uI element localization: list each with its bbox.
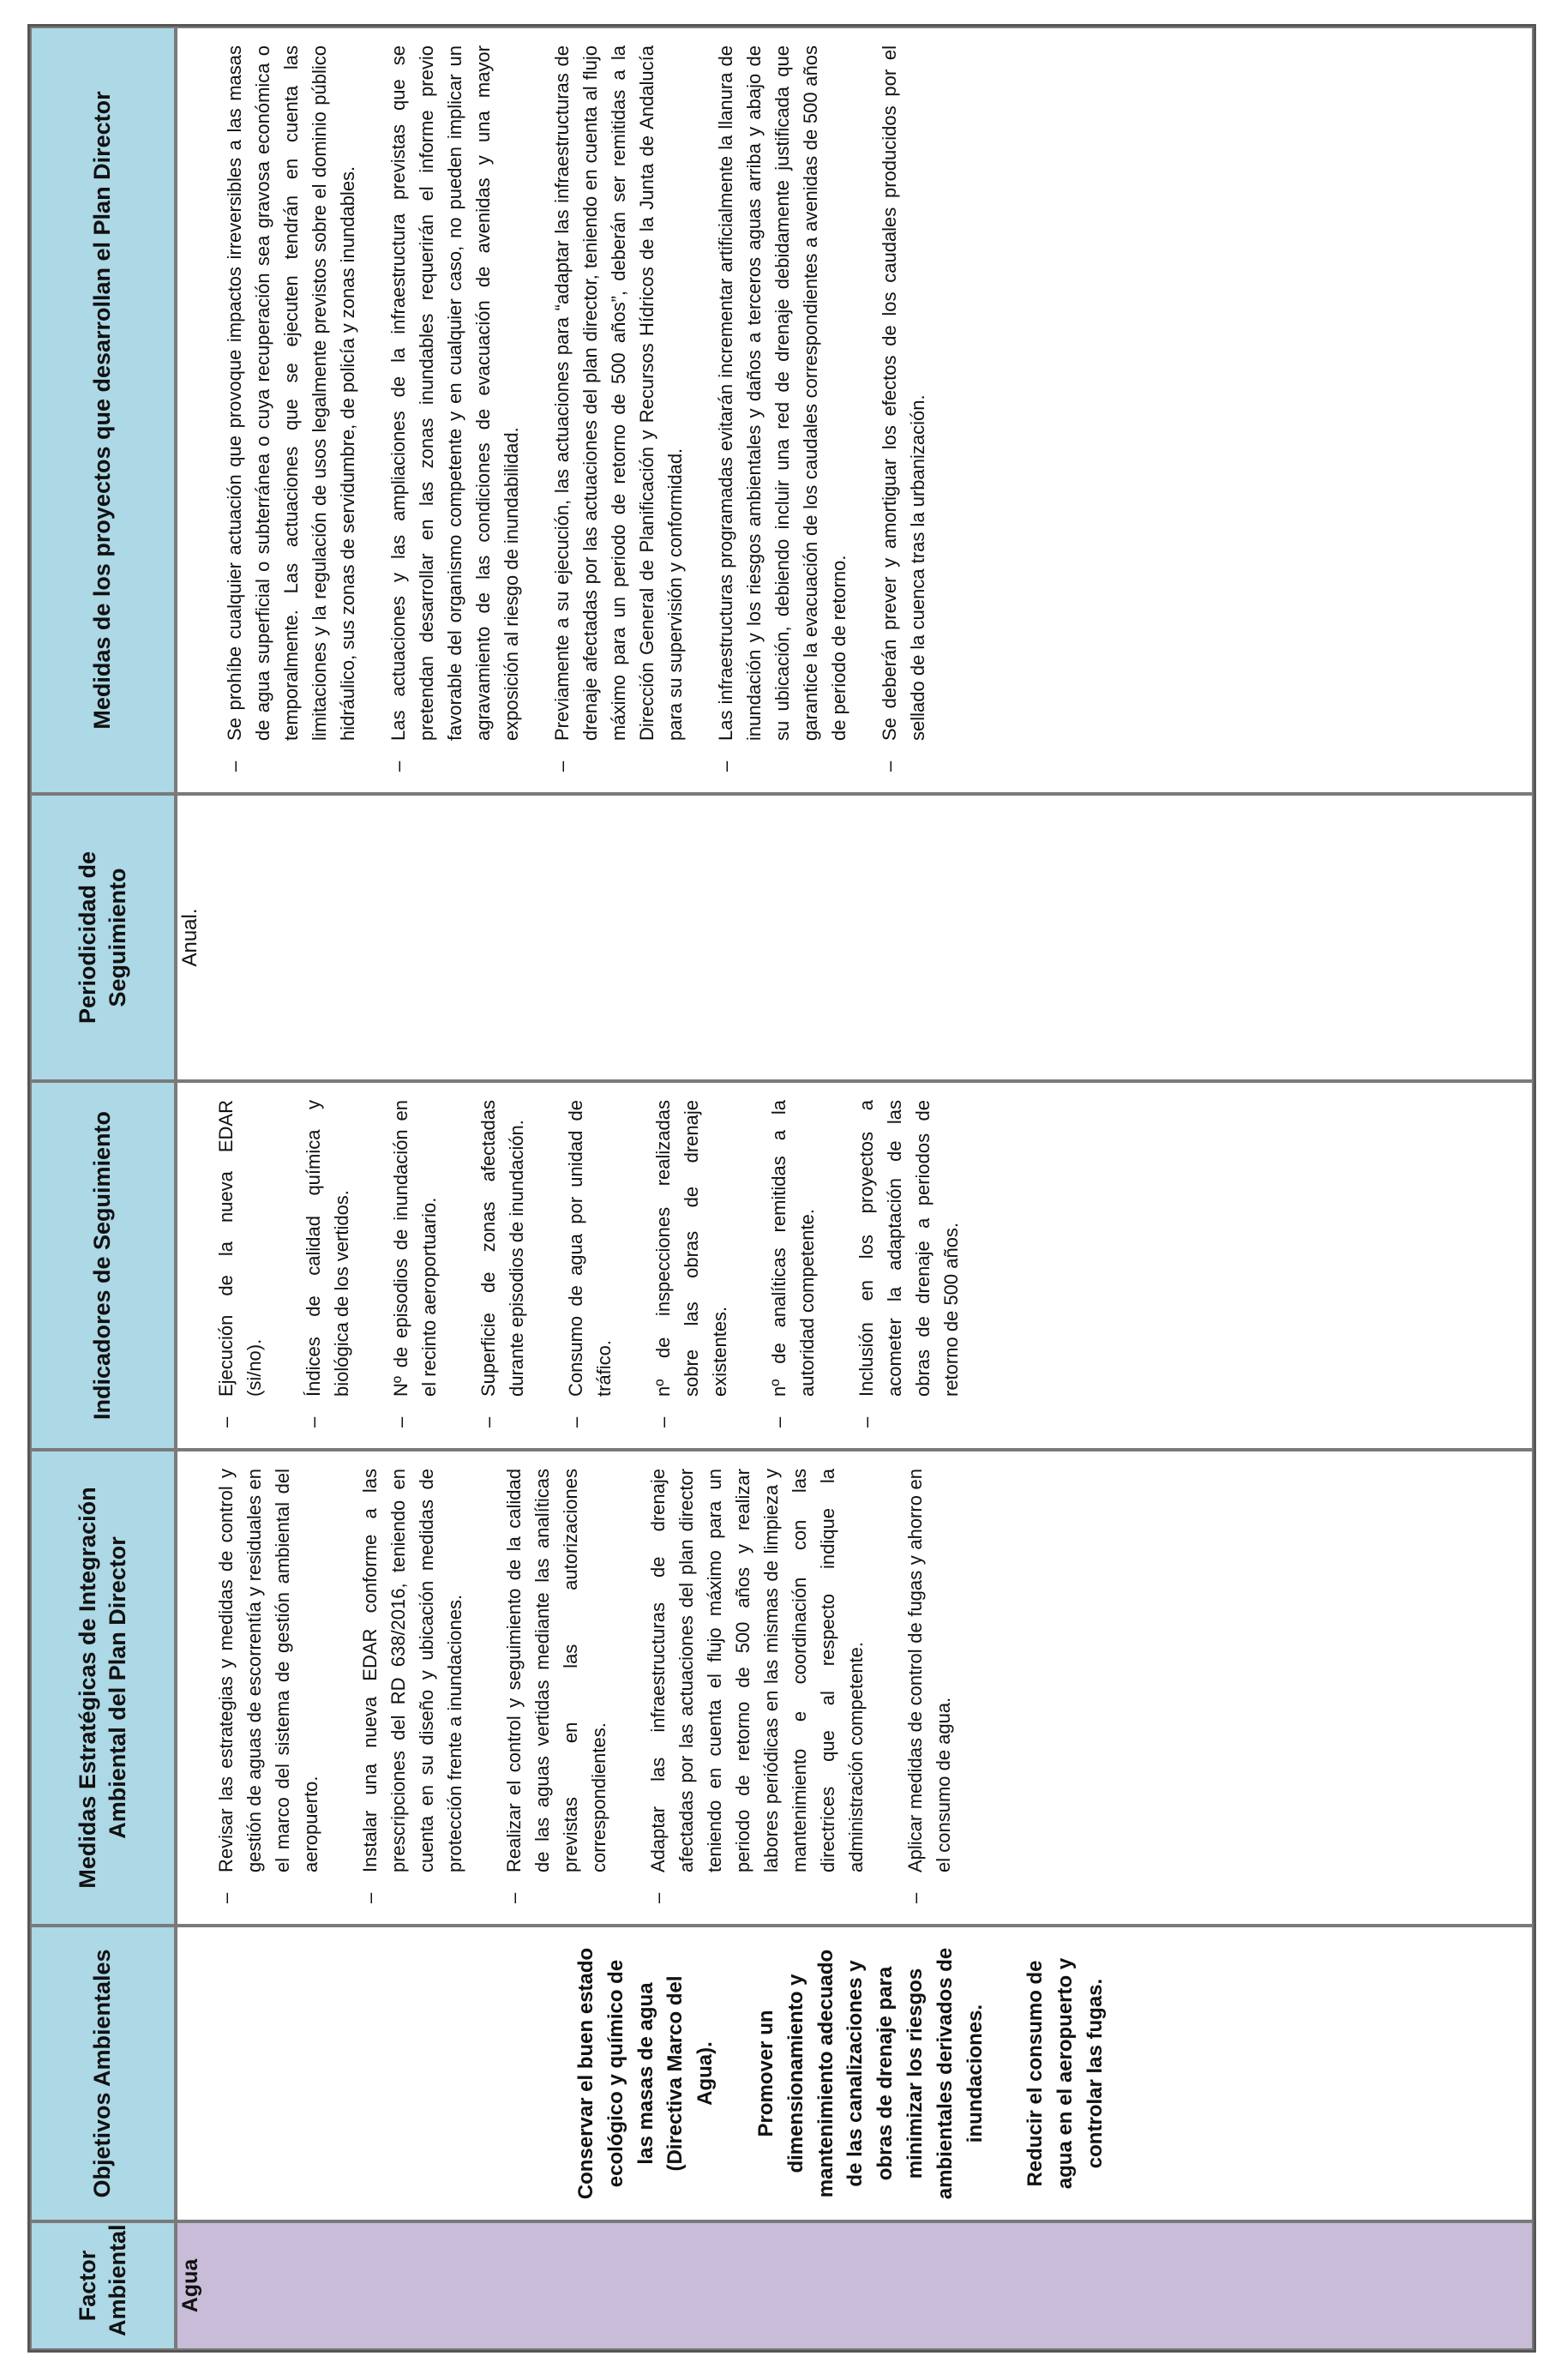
- dash-bullet-icon: –: [551, 760, 573, 772]
- indicators-list: [212, 1100, 965, 1433]
- dash-bullet-icon: –: [215, 1892, 237, 1903]
- dash-bullet-icon: –: [647, 1892, 669, 1903]
- list-item-text: Se prohíbe cualquier actuación que provoque impactos irreversibles a las masas de agua superficial o subterránea o cuya recuperación sea gravosa económica o temporalmente. Las actuaciones que se ejecuten tendrán en cuenta las limitaciones y la regulación de usos legalmente previstos sobre el dominio público hidráulico, sus zonas de servidumbre, de policía y zonas inundables.: [224, 45, 358, 741]
- list-item: [548, 45, 689, 777]
- factor-cell: Agua: [176, 2221, 1534, 2350]
- projects-list: [220, 45, 932, 777]
- list-item-text: Las actuaciones y las ampliaciones de la infraestructura previstas que se pretendan desarrollar en las zonas inundables requerirán el informe previo favorable del organismo competente y en cualquier caso, no pueden implicar un agravamiento de las condiciones de evacuación de avenidas y una mayor exposición al riesgo de inundabilidad.: [387, 45, 522, 741]
- list-item: [220, 45, 362, 777]
- list-item: [644, 1469, 870, 1908]
- header-row: [30, 27, 176, 2350]
- dash-bullet-icon: –: [856, 1416, 877, 1427]
- dash-bullet-icon: –: [503, 1892, 525, 1903]
- list-item-text: Previamente a su ejecución, las actuaciones para “adaptar las infraestructuras de drenaje afectadas por las actuaciones del plan director, teniendo en cuenta al flujo máximo para un periodo de retorno de 500 años”, deberán ser remitidas a la Dirección General de Planificación y Recursos Hídricos de la Junta de Andalucía para su supervisión y conformidad.: [551, 45, 686, 741]
- header-projects: Medidas de los proyectos que desarrollan el Plan Director: [30, 27, 176, 794]
- objective-item: Conservar el buen estado ecológico y químico de las masas de agua (Directiva Marco del Agua).: [574, 1947, 717, 2200]
- list-item-text: Inclusión en los proyectos a acometer la adaptación de las obras de drenaje a periodos de retorno de 500 años.: [856, 1100, 962, 1397]
- list-item-text: nº de analíticas remitidas a la autoridad competente.: [768, 1100, 818, 1397]
- dash-bullet-icon: –: [477, 1416, 499, 1427]
- dash-bullet-icon: –: [768, 1416, 790, 1427]
- dash-bullet-icon: –: [387, 760, 409, 772]
- list-item: [356, 1469, 469, 1908]
- list-item-text: Consumo de agua por unidad de tráfico.: [565, 1100, 615, 1397]
- list-item-text: Las infraestructuras programadas evitarán incrementar artificialmente la llanura de inundación y los riesgos ambientales y daños a terceros aguas arriba y abajo de su ubicación, debiendo incluir una red de drenaje debidamente justificada que garantice la evacuación de los caudales correspondientes a avenidas de 500 años de periodo de retorno.: [715, 45, 850, 741]
- list-item-text: Instalar una nueva EDAR conforme a las prescripciones del RD 638/2016, teniendo en cuenta en su diseño y ubicación medidas de protección frente a inundaciones.: [359, 1469, 465, 1872]
- objective-item: Reducir el consumo de agua en el aeropuerto y controlar las fugas.: [1024, 1957, 1107, 2190]
- list-item-text: Superficie de zonas afectadas durante episodios de inundación.: [477, 1100, 527, 1397]
- list-item: [561, 1100, 618, 1433]
- dash-bullet-icon: –: [565, 1416, 586, 1427]
- environmental-measures-table: [27, 24, 1536, 2353]
- projects-cell: [176, 27, 1534, 794]
- dash-bullet-icon: –: [303, 1416, 324, 1427]
- list-item-text: Nº de episodios de inundación en el recinto aeroportuario.: [390, 1100, 440, 1397]
- header-periodicity: Periodicidad de Seguimiento: [30, 794, 176, 1081]
- dash-bullet-icon: –: [224, 760, 245, 772]
- list-item: [212, 1469, 325, 1908]
- list-item: [387, 1100, 443, 1433]
- header-indicators: Indicadores de Seguimiento: [30, 1081, 176, 1450]
- dash-bullet-icon: –: [359, 1892, 381, 1903]
- indicators-cell: [176, 1081, 1534, 1450]
- list-item: [852, 1100, 965, 1433]
- header-objectives: Objetivos Ambientales: [30, 1926, 176, 2221]
- list-item: [212, 1100, 268, 1433]
- list-item: [765, 1100, 821, 1433]
- list-item: [474, 1100, 531, 1433]
- list-item: [500, 1469, 613, 1908]
- list-item: [384, 45, 525, 777]
- dash-bullet-icon: –: [879, 760, 900, 772]
- dash-bullet-icon: –: [715, 760, 736, 772]
- list-item: [875, 45, 932, 777]
- header-factor: Factor Ambiental: [30, 2221, 176, 2350]
- periodicity-cell: Anual.: [176, 794, 1534, 1081]
- objective-item: Promover un dimensionamiento y mantenimiento adecuado de las canalizaciones y obras de drenaje para minimizar los riesgos ambientales derivados de inundaciones.: [753, 1947, 987, 2200]
- list-item: [901, 1469, 958, 1908]
- header-measures: Medidas Estratégicas de Integración Ambiental del Plan Director: [30, 1450, 176, 1926]
- list-item-text: Adaptar las infraestructuras de drenaje afectadas por las actuaciones del plan director teniendo en cuenta el flujo máximo para un periodo de retorno de 500 años y realizar labores periódicas en las mismas de limpieza y mantenimiento e coordinación con las directrices que al respecto indique la administración competente.: [647, 1469, 867, 1872]
- list-item-text: Aplicar medidas de control de fugas y ahorro en el consumo de agua.: [904, 1469, 954, 1872]
- dash-bullet-icon: –: [904, 1892, 926, 1903]
- measures-list: [212, 1469, 958, 1908]
- measures-cell: [176, 1450, 1534, 1926]
- list-item-text: Realizar el control y seguimiento de la calidad de las aguas vertidas mediante las analíticas previstas en las autorizaciones correspondientes.: [503, 1469, 609, 1872]
- list-item-text: Índices de calidad química y biológica de los vertidos.: [303, 1100, 352, 1397]
- list-item-text: Ejecución de la nueva EDAR (si/no).: [215, 1100, 265, 1397]
- list-item: [299, 1100, 356, 1433]
- list-item-text: Se deberán prever y amortiguar los efectos de los caudales producidos por el sellado de la cuenca tras la urbanización.: [879, 45, 928, 741]
- list-item-text: Revisar las estrategias y medidas de control y gestión de aguas de escorrentía y residuales en el marco del sistema de gestión ambiental del aeropuerto.: [215, 1469, 321, 1872]
- list-item: [649, 1100, 734, 1433]
- list-item: [711, 45, 853, 777]
- list-item-text: nº de inspecciones realizadas sobre las obras de drenaje existentes.: [652, 1100, 730, 1397]
- dash-bullet-icon: –: [390, 1416, 411, 1427]
- objectives-cell: [176, 1926, 1534, 2221]
- table-row-agua: [176, 27, 1534, 2350]
- dash-bullet-icon: –: [652, 1416, 674, 1427]
- dash-bullet-icon: –: [215, 1416, 237, 1427]
